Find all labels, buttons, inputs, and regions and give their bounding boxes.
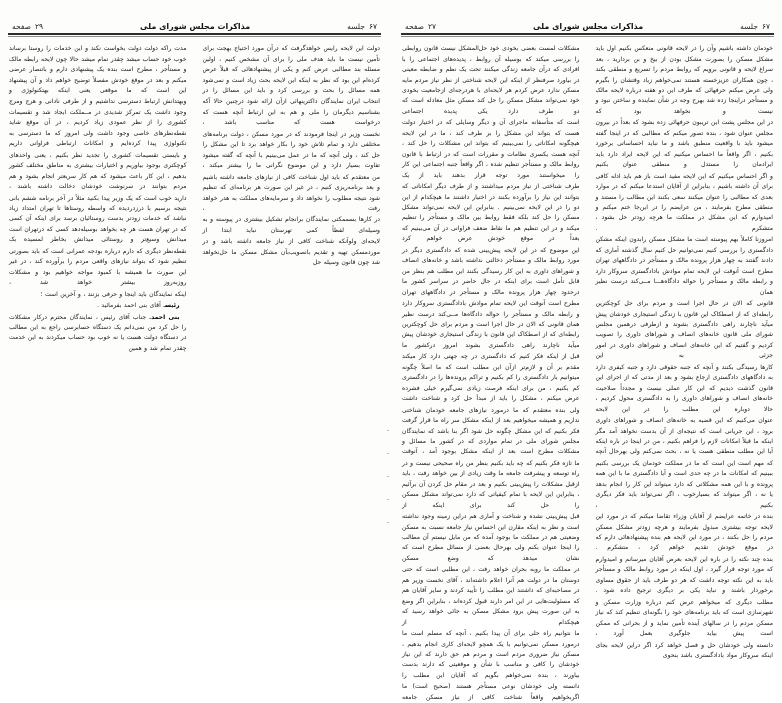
page-left-title: مذاکرات مجلس شورای ملی bbox=[532, 22, 644, 31]
page-left-header-rule bbox=[401, 33, 774, 35]
page-left-header bbox=[399, 10, 776, 32]
page-left-session-number: ۶۷ bbox=[761, 22, 770, 31]
paragraph: قبل پیش‌بینی نشده و شناخت و آماری هم دراین زمینه وجود نداشته است و نظر به اینکه مقارن این احساس نیاز جامعه نسبت به مسکن وضعیتی هم در مملکت ما بوجود آمده که من مایل نیستم آن مطالب را اینجا عنوان بکنم ولی بهرحال بعضی از مسائل مطرح است که نشان میدهد که وضع مسکن bbox=[402, 513, 580, 562]
paragraph: و بایستی تقسیمات کشوری را تجدید نظر بکنیم ، یعنی واحدهای کوچکتری بوجود بیاوریم و اختیارات بیشتری به مناطق مختلف کشور بدهیم ، این کار باعث میشود که هم کار سریعتر انجام بشود و هم مردم بتوانند در سرنوشت خودشان دخالت داشته باشند ، bbox=[9, 151, 187, 191]
page-left-session-label: جلسه bbox=[740, 22, 758, 31]
paragraph: بنده در خاتمه عرایضم از آقایان وزراء تقاضا میکنم که در مورد این لایحه توجه بیشتری مبذول بفرمایند و هرچه زودتر مشکل مسکن مردم را حل بکنند ، در مورد این لایحه هم بنده پیشنهادهائی دارم که در موقع خودش تقدیم خواهم کرد ، متشکرم . bbox=[595, 513, 773, 552]
page-right-column-outer bbox=[200, 44, 384, 596]
paragraph: قانونی که الان در حال اجرا است و مردم برای حل کوچکترین رابطه‌ای که از اصطکاک این قانون با زندگی استیجاری خودشان پیش میآید ناچارند راهی دادگستری بشوند و ازطرفی درهمین مجلس شورای ملی قانون خانه‌های انصاف و شوراهای داوری را تصویب کردیم و گفتیم که این خانه‌های انصاف و شوراهای داوری در امور جزئی به این bbox=[595, 300, 773, 360]
paragraph: دولت این لایحه رایس خواهدگرفت که درآن مورد احتیاج بهجت برای تأمین نیست ما باید هدف ملی را برای آن مشخص کنیم ، اولین مسئله بند مطالبی عرض کنم و یکی از پیشنهادهائی که قبلاً عرض کرده‌ام این بود که نظر به اینکه این لایحه بحث زیاد است و نمی‌شود همه مسائل را بحث و بررسی کرد و باید این مسائل را در bbox=[202, 45, 380, 94]
paragraph: من معتقدم که باید اول شناخت کافی از نیازهای جامعه داشته باشیم و بعد برنامه‌ریزی کنیم ، در غیر این صورت هر برنامه‌ای که تنظیم شود نتیجه مطلوب را نخواهد داد و سرمایه‌های مملکت به هدر خواهد رفت ، bbox=[202, 173, 380, 212]
speech-entry bbox=[9, 301, 187, 311]
paragraph: در کارها بسممکتی نمایندگان برانجام تشکیل بیشتری در پیوسته و به وسیله‌ای لفظاً کمی تهرستان نباید ابتدا از bbox=[202, 216, 380, 234]
paragraph: وبهتدانش ارتباط دسترسی نداشتیم و از طرفی نادانی و هرج ومرج وجود داشت یک تمرکز شدیدی در مــملکت ایجاد شد و تقسیمات کشوری را از نظر عمودی زیاد کردیم ، در آن موقع شاید نقطه‌نظرهای خاصی وجود داشت ولی امروز که ما دسترسی به تکنولوژی پیدا کرده‌ایم و امکانات ارتباطی فراوانی داریم bbox=[9, 98, 187, 148]
paragraph: مدت راکه دولت دولت بخواست نکند و این خدمات را روستا برساند خوب خود حساب میشد چقدر تمام میشد حالا چون لایحه رابطه مالک و مستأجر ، مطرح است بنده یک پیشنهادی دارم و باتنصار عرضی میکنم و بعد در موقع خودش مفصلاً توضیح خواهم داد و آن پیشنهاد این است که ما موقعی یعنی اینکه بهتکنولوژی و bbox=[9, 45, 187, 94]
page-right bbox=[0, 0, 391, 600]
paragraph: که مهم است این است که ما در مملکت خودمان یک بررسی بکنیم ببینیم که امکانات ما در چه حدی است و آیا دادگستری ما با این همه پرونده و با این همه مشکلاتی که دارد میتواند این کار را انجام بدهد یا نه ، اگر میتواند که بسیارخوب ، اگر نمی‌تواند باید فکر دیگری بکنیم ، bbox=[595, 459, 773, 509]
page-left-column-inner bbox=[593, 44, 777, 660]
page-left-page-number: ۲۷ bbox=[428, 22, 437, 31]
page-right-header bbox=[6, 10, 383, 32]
speech-text: ـ جناب آقای رئیس ، نمایندگان محترم درکار مشکلات را حل کرد من نمی‌دانم یک دستگاه حسابرسی راجع به این مطالب در دستگاه دولت هست یا نه خوب بود حساب میکردند به این خدمت چقدر تمام شد و همین bbox=[9, 313, 187, 352]
paragraph: قبل از اینکه فکر کنیم که دادگستری در چه جهتی دارد کار میکند مقدم بر آن و لازم‌تر ازآن این مطلب است که ما اصلاً چگونه میتوانیم بار دادگستری را کم بکنیم و تراکم پرونده‌ها را در دادگستری کم بکنیم ، من برای اینکه فرصت زیادی نمی‌گیرم خیلی فشرده عرض میکنم ، مشکل را باید از مبدأ حل کرد و شناخت داشت bbox=[402, 353, 580, 403]
paragraph: مطرح است آنوقت این لایحه تمام موادش بادادگستری سروکار دارد و رابطه مالک و مستأجر را حواله دادگاه‌ها مــی‌کند درست نظیر همان قانونی که الان در حال اجرا است و مردم برای حل کوچکترین رابطه‌ای که از اصطکاک این قانون با زندگی استیجاری خودشان پیش میآید ناچارند راهی دادگستری بشوند امروز درکشور ما bbox=[402, 300, 580, 349]
paragraph: ما تازه فکر بکنیم که چه باید بکنیم بنظر من راه صحیحی نیست و در راه توسعه و پیشرفت جامعه ما وقت زیادی از بین خواهد رفت ، باید ازقبل مشکلات را پیش‌بینی بکنیم و بعد در مقام حل کردن آن برآئیم ، بنابراین این لایحه با تمام کیفیاتی که دارد نمی‌تواند مشکل مسکن را حل کند برای اینکه از bbox=[402, 459, 580, 509]
paragraph: این موضوع که در این لایحه پیش‌بینی شده که دادگستری دیگر در مورد روابط مالک و مستأجر دخالتی نداشته باشد و خانه‌های انصاف و شوراهای داوری به این کار رسیدگی بکنند این مطلب هم بنظر من قابل تأمل است برای اینکه در حال حاضر در سراسر کشور ما درحدود چهار هزار پرونده مالک و مستأجر در دادگاههای تهران bbox=[402, 246, 580, 296]
page-left-column-outer bbox=[399, 44, 583, 701]
paragraph: انتخاب ایران نمایندگان داکترینهائی ازآن ارائه شود درچنین حالا آکه بشناسیم دیگرمان را ملی و هم به این ارتباط آنچه هست که درخواست هست که مناسب باشد ، bbox=[202, 98, 380, 127]
paragraph: کارها رسیدگی بکنند و آنچه که جنبه حقوقی دارد و جنبه کیفری دارد به دادگاههای دادگستری ارجاع بشود و بعد از مدتی که از اجرای این قانون گذشت دیدیم که این کار عملی نیست و مجدداً صلاحیت خانه‌های انصاف و شوراهای داوری را به دادگستری محول کردیم ، حالا دوباره این مطلب را در این لایحه bbox=[595, 363, 773, 413]
page-right-session-number: ۶۷ bbox=[368, 22, 377, 31]
paragraph: مطلب دیگری که میخواهم عرض کنم درباره وزارت مسکن و شهرسازی است که باید برنامه‌های خود را بگونه‌ای تنظیم کند که نیاز مسکن مردم را در سالهای آینده تأمین نماید و از بحرانی که ممکن است پیش بیاید جلوگیری بعمل آورد ، bbox=[595, 598, 773, 638]
paragraph: دانسته ولی خودشان حل و فصل خواهد کرد اگر دراین لایحه بجای اینکه سروکار مواد بادادگستری باشد بنحوی bbox=[595, 641, 773, 660]
paragraph: دارید خوب است که یک وزیر پیدا بکنید مثلاً در آخر برنامه ششم بانی نتیجه برسیم با درزدردیده که واسطه روستاها تا تهران امتداد زیاد نباشد که خدمات زودتر بدست روستائیان برسد برای اینکه آن کسی که در تهران هست هر چه بخواهد بوسیله‌دهد کسی که درتهران است میدانش وسیع‌تر و روستائی میدانش بخاطر لمسیده بک bbox=[9, 194, 187, 244]
page-right-columns bbox=[6, 44, 383, 596]
speaker-name-bani-ahmad: بنی احمد bbox=[151, 313, 180, 321]
paragraph: در این مجلس پشت این تریبون حرفهائی زده بشود که بعداً در بیرون مجلس عنوان شود ، بنده تصور میکنم که مطالبی که در اینجا گفته میشود باید با واقعیت منطبق باشد و ما نباید احساساتی برخورد بکنیم ، اگر واقعاً ما احساس میکنیم که این لایحه ایراد دارد باید ایرادمان را مستدل و منطقی عنوان بکنیم bbox=[595, 119, 773, 169]
page-right-page-indicator bbox=[12, 22, 43, 31]
speech-entry bbox=[9, 313, 187, 355]
page-right-page-label: صفحه bbox=[12, 22, 32, 31]
paragraph: و اگر احساس میکنیم که این لایحه مفید است باز هم باید ادله کافی برای آن داشته باشیم ، بنابراین از آقایان استدعا میکنم که در موارد بعدی که مطالبی را عنوان میکنند سعی بکنند این مطالب را مستند و منطقی مطرح بفرمایند ، من عرایضم را در این‌جا ختم میکنم و امیدوارم که این مشکل در مملکت ما هرچه زودتر حل بشود ، متشکرم . bbox=[595, 172, 773, 232]
paragraph: بنده چند نکته را در باره این لایحه بعرض آقایان میرسانم و امیدوارم که مورد توجه قرار گیرد ، اول اینکه در مورد روابط مالک و مستأجر باید به این نکته توجه داشت که هر دو طرف باید از حقوق مساوی برخوردار باشند و نباید یکی بر دیگری ترجیح داده شود . bbox=[595, 555, 773, 595]
paragraph: در مملکت ما روبه بحران خواهد رفت ، این مطلبی است که حتی دوستان ما در دولت هم آنرا اعلام داشته‌اند ، آقای نخست وزیر هم در مصاحبه‌ای که داشتند این مطلب را تأیید کردند و سایر آقایان هم که مسئولیت‌هایی در این امر دارند قبول کرده‌اند ، بنابراین اگر وضع به این صورت پیش برود مشکل مسکن به جائی خواهد رسید که هیچکدام از bbox=[402, 566, 580, 626]
speech-text: ـ آقای بنی احمد بفرمائید . bbox=[97, 302, 165, 310]
page-right-title: مذاکرات مجلس شورای ملی bbox=[139, 22, 251, 31]
paragraph: عنوان می‌کنیم که این قضیه به خانه‌های انصاف و شوراهای داوری برود ، این جریانی است که نتیجه‌ای از آن بدست نخواهد آمد مگر اینکه ما قبلاً امکانات لازم را فراهم بکنیم ، من در اینجا در باره اینکه آیا این مطلب منطقی هست یا نه ، بحث نمی‌کنم ولی بهرحال آنچه bbox=[595, 417, 773, 456]
paragraph: خودمان داشته باشیم وآن را در لایحه قانونی منعکس بکنیم اول باید مشکل مسکن را بصورت مشکل بودن از بیخ و بن بردارید ، بعد سراغ لایحه و قانونی برویم که روابط مردم را تسریع و منطقی بکند ، چون همکاران عزیزخسته هستند نمی‌خواهم زیاد وقتشان را بگیرم ولی عرض میکنم حرفهائی که طرف این دو هفته درباره لایحه مالک و مستأجر دراینجا زده شد بهرح وجه در شأن نماینده و ساختن نبود و نیست و نخواهد بود که bbox=[595, 45, 773, 115]
paragraph: مشکلات لمست بعضی بخودی خود حل‌المشکل نیست قانون روابطی را بررسی میکند که بوسیله آن روابط ، پدیده‌های اجتماعی را با افرادی که درآن جامعه زندگی میکنند تحت یک نظم و ضابطه معینی در بیاورد صرفنظر از اینکه این لایحه شناختی از نظر نیاز مردم مایه مسکن ندارد عرض کردم هر لایحه‌ای با هردرجه‌ای ازجامعیت بخودی خود نمی‌تواند مشکل مسکن را حل کند مسکن مثل معادله است که دو طرف دارد یکی پدیده اجتماعی bbox=[402, 45, 580, 115]
page-left-page-label: صفحه bbox=[405, 22, 425, 31]
page-right-header-rule bbox=[8, 33, 381, 35]
page-left-session-indicator bbox=[740, 22, 770, 31]
paragraph: نقطه‌نظر دیگری که دارم درباره بودجه عمرانی است که باید بصورتی تنظیم شود که بتواند نیازهای واقعی مردم را برآورده کند ، در غیر این صورت ما همیشه با کمبود مواجه خواهیم بود و مشکلات روزبه‌روز بیشتر خواهد شد ، bbox=[9, 247, 187, 287]
paragraph: دانسته ولی خودشان نوعی مستأجر هستند (صحیح است) ما اگربخواهیم واقعاً شناخت کافی از نیاز مسکن جامعه bbox=[402, 683, 580, 701]
page-left-header-rule-thin bbox=[401, 36, 774, 37]
speaker-name-rais: رئیس bbox=[165, 302, 180, 310]
page-right-header-rule-thin bbox=[8, 36, 381, 37]
paragraph: است که متأسفانه ماجرای آن و دیگر وسایلی که در اختیار دولت هست که بتواند این مشکل را بر طرف کند ، ما در این لایحه هیچگونه امکاناتی را نمی‌بینیم که بتواند این مشکلات را حل کند ، آنچه هست یکسری نظامات و مقررات است که در ارتباط با قانون روابط مالک و مستأجر تنظیم شده ، اگر واقعاً جنبه اجتماعی این کار را میخواستند مورد توجه قرار بدهند باید از یک bbox=[402, 119, 580, 179]
paragraph: ما نتوانیم راه حلی برای آن پیدا بکنیم ، آنچه که مسلم است ما درمورد مسکن نمی‌توانیم با یک همچو لایحه‌ای کاری انجام بدهیم ، مسکن نیاز ضروری مردم است و مردم هم حق دارند که این نیاز خودشان را کافی و مناسب با شأن و موقعیتی که دارند بدست بیاورند ، بنده نمی‌خواهم بگویم که آقایان این مطلب را bbox=[402, 630, 580, 679]
page-right-session-indicator bbox=[347, 22, 377, 31]
paragraph: نخست وزیر در اینجا فرمودند که در مورد مسکن ، دولت برنامه‌های مختلفی دارد و تمام تلاش خود را بکار خواهد برد تا این مشکل را حل کند ، ولی آنچه که ما در عمل می‌بینیم با آنچه که گفته میشود تفاوت بسیار دارد و این موضوع نگرانی ما را بیشتر میکند ، bbox=[202, 130, 380, 170]
page-left bbox=[391, 0, 782, 701]
page-right-column-inner bbox=[6, 44, 190, 596]
page-right-page-number: ۲۹ bbox=[35, 22, 44, 31]
paragraph: ولی بنده معتقدم که ما درمورد نیازهای جامعه خودمان شناختی نداریم و همیشه میخواهیم بعد از اینکه مشکل سر راه ما قرار گرفت فکر بکنیم که این مشکل چگونه حل شود اگر بنا باشد که نمایندگان مجلس شورای ملی در تمام مواردی که در کشور ما مسائل و مشکلات مطرح است بعد از اینکه مشکل بوجود آمد ، آنوقت bbox=[402, 406, 580, 456]
paragraph: طرف شناختی از نیاز مردم میداشتند و از طرف دیگر امکاناتی که بتوانند این نیاز را برآورده بکنند در اختیار داشتند ما هیچکدام از این دو را در این لایحه نمی‌بینیم . بنابراین این لایحه نمی‌تواند مشکل مسکن را حل کند بلکه فقط روابط بین مالک و مستأجر را تنظیم میکند و در این تنظیم هم ما نقاط ضعف فراوانی در آن می‌بینیم که بعداً در موقع خودش عرض خواهم کرد bbox=[402, 183, 580, 243]
paragraph: اینکه نمایندگان باید اینجا و حرفی بزنند ، و آخرین است ؛ bbox=[40, 290, 187, 298]
paragraph: لایحه‌ای ولوآنکه شناخت کافی از نیاز جامعه داشته باشد و در موردمسکن تهیه و تقدیم بانصویب‌بآن مشکل مسکن ما حل‌نخواهد شد چون قانون وسیله حل bbox=[202, 238, 380, 267]
page-left-columns bbox=[399, 44, 776, 701]
page-left-page-indicator bbox=[405, 22, 436, 31]
scan-edge-marks bbox=[386, 430, 389, 550]
paragraph: امروزنا کاملاً بهم پیوسته است ما مشکل مسکن رابدون اینکه مشکن دادگستری را بررسی کنیم نمی‌توانیم حل کنیم سال گذشته آماری که دادند گفتند به چهار هزار پرونده مالک و مستأجر در دادگاههای تهران مطرح است آنوقت این لایحه تمام موادش بادادگستری سروکار دارد و رابطه مالک و مستأجر را حواله دادگاه‌هـــا مــی‌کند درست نظیر همان bbox=[595, 236, 773, 296]
page-right-session-label: جلسه bbox=[347, 22, 365, 31]
